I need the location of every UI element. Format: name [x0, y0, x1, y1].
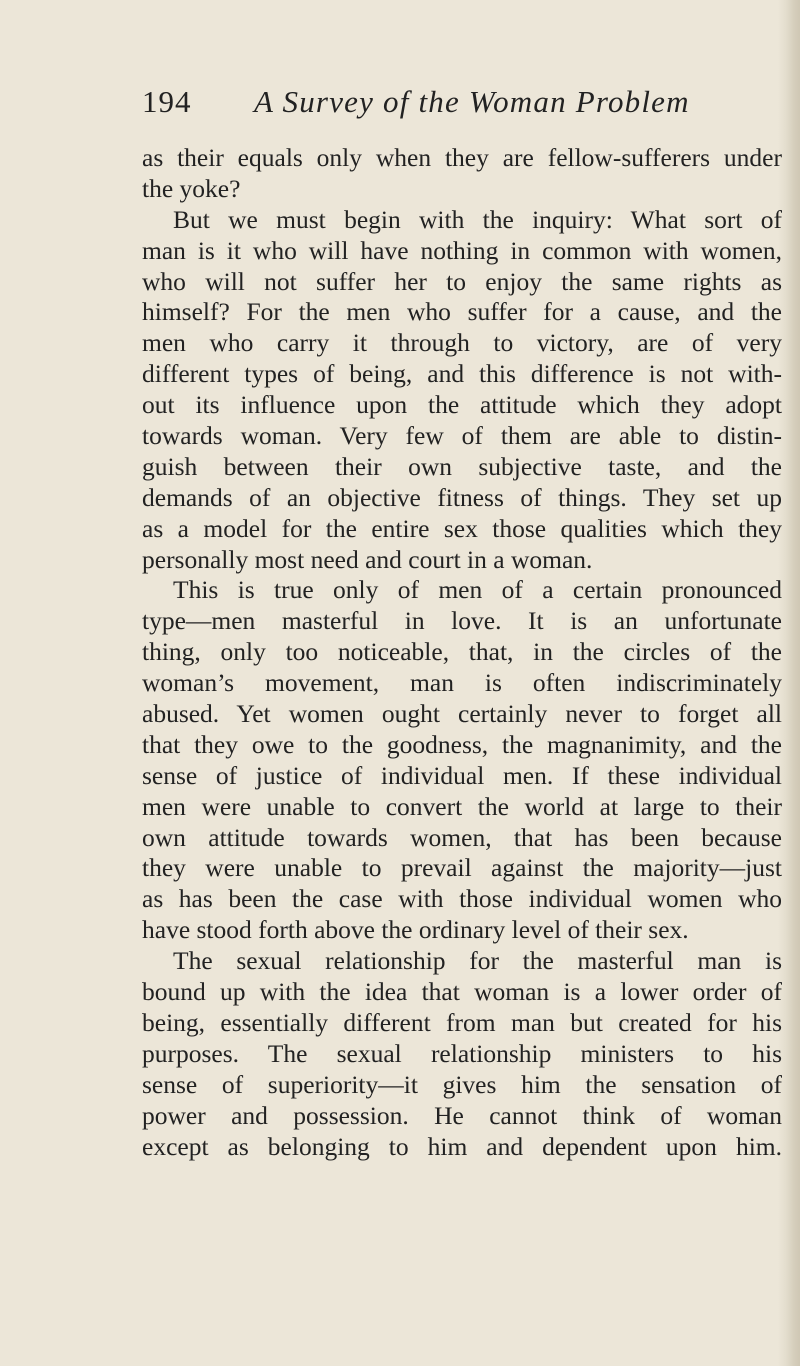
text-line: man is it who will have nothing in common with women,	[142, 235, 782, 265]
text-line: out its influence upon the attitude which they adopt	[142, 390, 782, 420]
text-line: himself? For the men who suffer for a cause, and the	[142, 297, 782, 327]
text-line: as their equals only when they are fellow-sufferers under	[142, 143, 782, 172]
text-line: except as belonging to him and dependent upon him.	[142, 1131, 782, 1161]
text-line: as has been the case with those individual women who	[142, 884, 782, 914]
body-text	[142, 143, 782, 1162]
text-line: type—men masterful in love. It is an unfortunate	[142, 606, 782, 636]
text-line: demands of an objective fitness of things. They set up	[142, 482, 782, 512]
text-line: men who carry it through to victory, are of very	[142, 328, 782, 358]
text-line: the yoke?	[142, 173, 241, 203]
text-line: they were unable to prevail against the majority—just	[142, 853, 782, 883]
running-title: A Survey of the Woman Problem	[254, 84, 690, 119]
text-line: different types of being, and this difference is not with-	[142, 359, 782, 389]
text-line: who will not suffer her to enjoy the same rights as	[142, 266, 782, 296]
text-line: This is true only of men of a certain pronounced	[173, 575, 782, 605]
text-line: purposes. The sexual relationship ministers to his	[142, 1038, 782, 1068]
text-line: abused. Yet women ought certainly never to forget all	[142, 699, 782, 729]
text-line: have stood forth above the ordinary level of their sex.	[142, 915, 689, 945]
text-line: that they owe to the goodness, the magnanimity, and the	[142, 729, 782, 759]
text-line: personally most need and court in a woman.	[142, 544, 593, 574]
text-line: thing, only too noticeable, that, in the circles of the	[142, 637, 782, 667]
text-line: But we must begin with the inquiry: What sort of	[173, 204, 782, 234]
text-line: The sexual relationship for the masterful man is	[173, 946, 782, 976]
text-line: power and possession. He cannot think of woman	[142, 1100, 782, 1130]
text-line: sense of justice of individual men. If these individual	[142, 760, 782, 790]
text-line: towards woman. Very few of them are able to distin-	[142, 421, 782, 451]
page-number: 194	[142, 84, 192, 119]
text-line: as a model for the entire sex those qualities which they	[142, 513, 782, 543]
text-line: bound up with the idea that woman is a lower order of	[142, 977, 782, 1007]
text-line: guish between their own subjective taste, and the	[142, 451, 782, 481]
text-line: own attitude towards women, that has been because	[142, 822, 782, 852]
text-line: being, essentially different from man but created for his	[142, 1007, 782, 1037]
text-line: sense of superiority—it gives him the sensation of	[142, 1069, 782, 1099]
page-header	[142, 80, 782, 128]
text-line: men were unable to convert the world at large to their	[142, 791, 782, 821]
text-line: woman’s movement, man is often indiscriminately	[142, 668, 782, 698]
